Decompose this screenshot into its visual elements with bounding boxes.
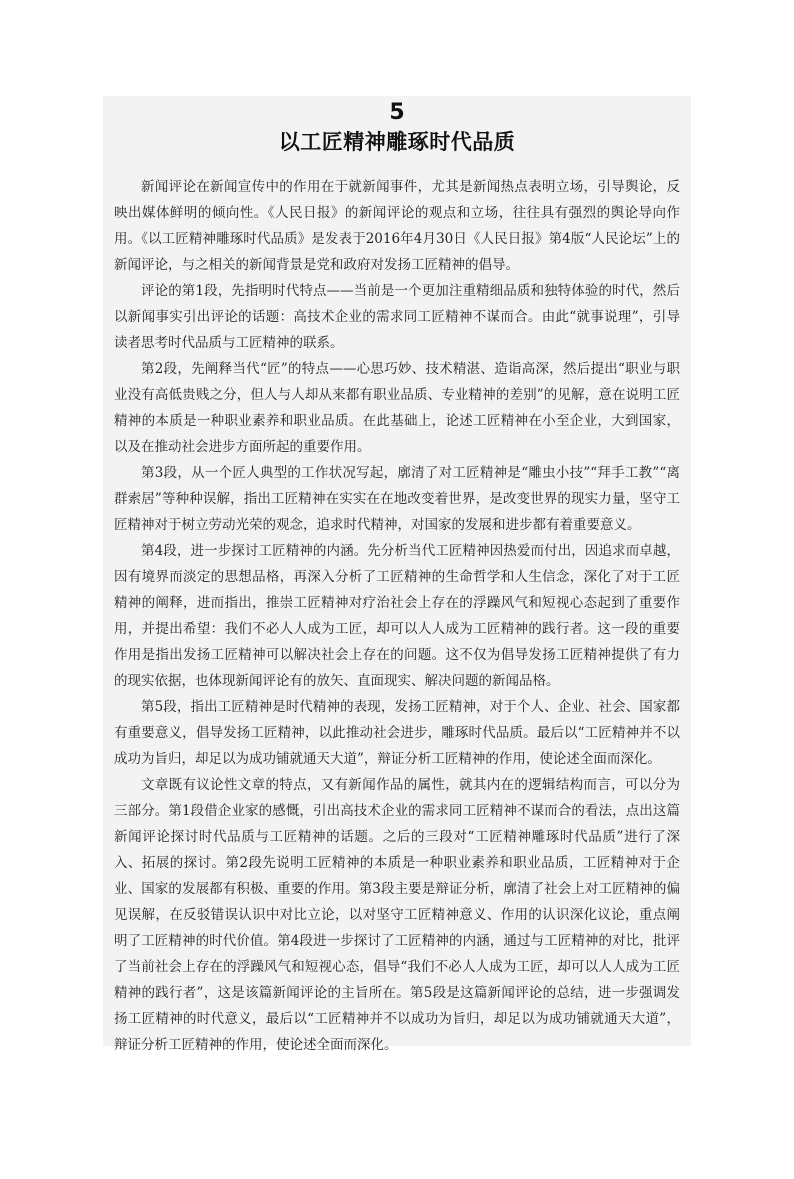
- body-text: [114, 174, 680, 1058]
- chapter-number: 5: [389, 100, 405, 125]
- paragraph-2: 评论的第1段，先指明时代特点——当前是一个更加注重精细品质和独特体验的时代，然后以新闻事实引出评论的话题：高技术企业的需求同工匠精神不谋而合。由此“就事说理”，引导读者思考时代品质与工匠精神的联系。: [114, 283, 680, 351]
- paragraph-7: 文章既有议论性文章的特点，又有新闻作品的属性，就其内在的逻辑结构而言，可以分为三部分。第1段借企业家的感慨，引出高技术企业的需求同工匠精神不谋而合的看法，点出这篇新闻评论探讨时代品质与工匠精神的话题。之后的三段对“工匠精神雕琢时代品质”进行了深入、拓展的探讨。第2段先说明工匠精神的本质是一种职业素养和职业品质，工匠精神对于企业、国家的发展都有积极、重要的作用。第3段主要是辩证分析，廓清了社会上对工匠精神的偏见误解，在反驳错误认识中对比立论，以对坚守工匠精神意义、作用的认识深化议论，重点阐明了工匠精神的时代价值。第4段进一步探讨了工匠精神的内涵，通过与工匠精神的对比，批评了当前社会上存在的浮躁风气和短视心态，倡导“我们不必人人成为工匠，却可以人人成为工匠精神的践行者”，这是该篇新闻评论的主旨所在。第5段是这篇新闻评论的总结，进一步强调发扬工匠精神的时代意义，最后以“工匠精神并不以成功为旨归，却足以为成功铺就通天大道”，辩证分析工匠精神的作用，使论述全面而深化。: [114, 777, 680, 1053]
- paragraph-4: 第3段，从一个匠人典型的工作状况写起，廓清了对工匠精神是“雕虫小技”“拜手工教”“离群索居”等种种误解，指出工匠精神在实实在在地改变着世界，是改变世界的现实力量，坚守工匠精神对于树立劳动光荣的观念，追求时代精神，对国家的发展和进步都有着重要意义。: [114, 465, 680, 533]
- paragraph-1: 新闻评论在新闻宣传中的作用在于就新闻事件，尤其是新闻热点表明立场，引导舆论，反映出媒体鲜明的倾向性。《人民日报》的新闻评论的观点和立场，往往具有强烈的舆论导向作用。《以工匠精神雕琢时代品质》是发表于2016年4月30日《人民日报》第4版“人民论坛”上的新闻评论，与之相关的新闻背景是党和政府对发扬工匠精神的倡导。: [114, 179, 680, 273]
- chapter-title: 以工匠精神雕琢时代品质: [278, 130, 516, 154]
- page-content: [114, 100, 680, 1058]
- paragraph-5: 第4段，进一步探讨工匠精神的内涵。先分析当代工匠精神因热爱而付出，因追求而卓越，因有境界而淡定的思想品格，再深入分析了工匠精神的生命哲学和人生信念，深化了对于工匠精神的阐释，进而指出，推崇工匠精神对疗治社会上存在的浮躁风气和短视心态起到了重要作用，并提出希望：我们不必人人成为工匠，却可以人人成为工匠精神的践行者。这一段的重要作用是指出发扬工匠精神可以解决社会上存在的问题。这不仅为倡导发扬工匠精神提供了有力的现实依据，也体现新闻评论有的放矢、直面现实、解决问题的新闻品格。: [114, 543, 680, 689]
- paragraph-3: 第2段，先阐释当代“匠”的特点——心思巧妙、技术精湛、造诣高深，然后提出“职业与职业没有高低贵贱之分，但人与人却从来都有职业品质、专业精神的差别”的见解，意在说明工匠精神的本质是一种职业素养和职业品质。在此基础上，论述工匠精神在小至企业，大到国家，以及在推动社会进步方面所起的重要作用。: [114, 361, 680, 455]
- paragraph-6: 第5段，指出工匠精神是时代精神的表现，发扬工匠精神，对于个人、企业、社会、国家都有重要意义，倡导发扬工匠精神，以此推动社会进步，雕琢时代品质。最后以“工匠精神并不以成功为旨归，却足以为成功铺就通天大道”，辩证分析工匠精神的作用，使论述全面而深化。: [114, 699, 680, 767]
